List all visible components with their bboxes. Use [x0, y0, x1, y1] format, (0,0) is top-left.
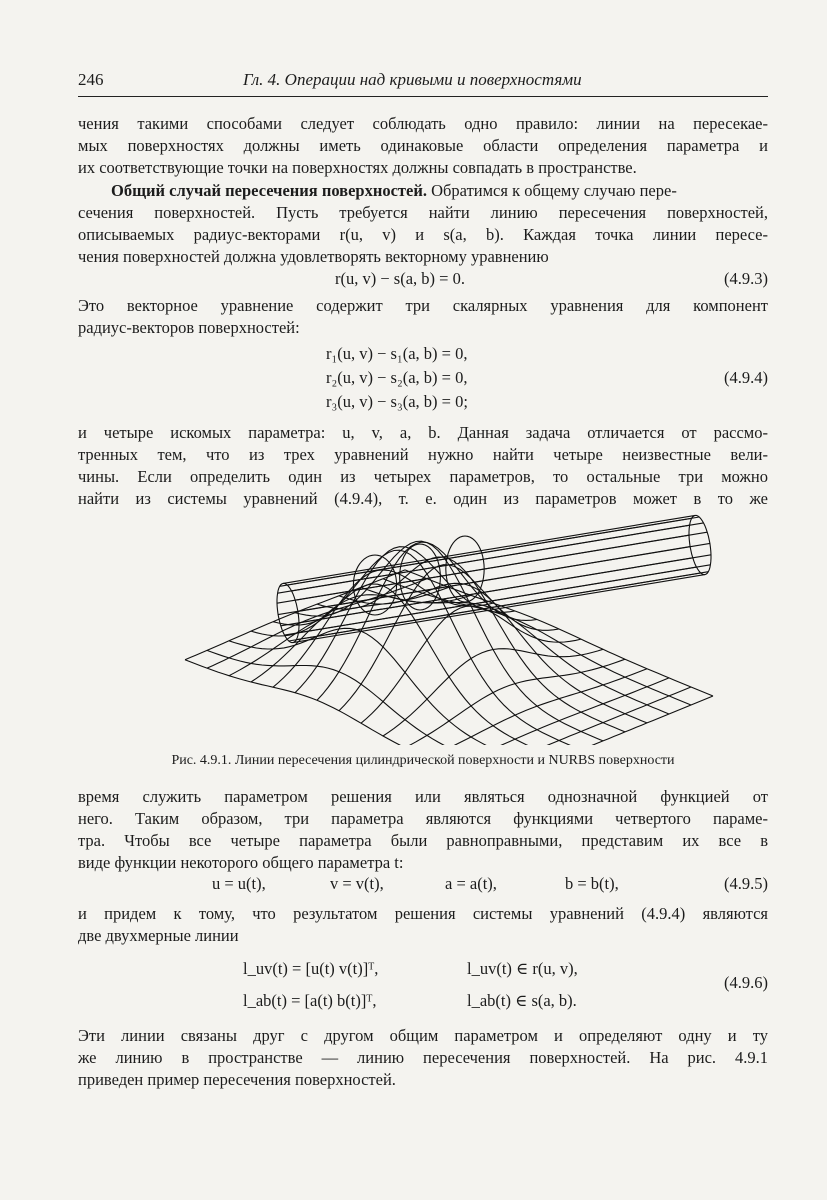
header-rule: [78, 96, 768, 97]
text-line: сечения поверхностей. Пусть требуется найти линию пересечения поверхностей,: [78, 203, 768, 222]
text-line: Эти линии связаны друг с другом общим параметром и определяют одну и ту: [78, 1026, 768, 1045]
text-line: тренных тем, что из трех уравнений нужно найти четыре неизвестные вели-: [78, 445, 768, 464]
text-line: чины. Если определить один из четырех параметров, то остальные три можно: [78, 467, 768, 486]
text-line: приведен пример пересечения поверхностей.: [78, 1070, 396, 1089]
text-line: радиус-векторов поверхностей:: [78, 318, 300, 337]
text-line: мых поверхностях должны иметь одинаковые области определения параметра и: [78, 136, 768, 155]
text-line: чения такими способами следует соблюдать одно правило: линии на пересекае-: [78, 114, 768, 133]
text-line: же линию в пространстве — линию пересечения поверхностей. На рис. 4.9.1: [78, 1048, 768, 1067]
equation-4-9-6-right-1: l_uv(t) ∈ r(u, v),: [467, 959, 578, 978]
text-line: время служить параметром решения или являться однозначной функцией от: [78, 787, 768, 806]
text-line: две двухмерные линии: [78, 926, 239, 945]
text-line: описываемых радиус-векторами r(u, v) и s(a, b). Каждая точка линии пересе-: [78, 225, 768, 244]
mesh-line: [449, 678, 669, 745]
equation-4-9-5-term: v = v(t),: [330, 874, 384, 893]
equation-number: (4.9.3): [724, 269, 768, 288]
equation-4-9-4-line-3: r₃(u, v) − s₃(a, b) = 0;: [326, 392, 468, 411]
equation-4-9-4-line-2: r₂(u, v) − s₂(a, b) = 0,: [326, 368, 468, 387]
nurbs-surface-mesh: [185, 541, 713, 745]
mesh-line: [273, 570, 493, 687]
equation-4-9-6-left-2: l_ab(t) = [a(t) b(t)]ᵀ,: [243, 991, 377, 1010]
text-line: найти из системы уравнений (4.9.4), т. е. один из параметров может в то же: [78, 489, 768, 508]
mesh-line: [229, 587, 449, 676]
equation-4-9-4-line-1: r₁(u, v) − s₁(a, b) = 0,: [326, 344, 468, 363]
section-run-in-heading: Общий случай пересечения поверхностей.: [111, 181, 427, 200]
figure-surface-intersection: [180, 505, 760, 745]
text-line: виде функции некоторого общего параметра t:: [78, 853, 404, 872]
text-line: и придем к тому, что результатом решения системы уравнений (4.9.4) являются: [78, 904, 768, 923]
equation-4-9-6-right-2: l_ab(t) ∈ s(a, b).: [467, 991, 577, 1010]
equation-4-9-5-term: u = u(t),: [212, 874, 266, 893]
running-head: Гл. 4. Операции над кривыми и поверхностями: [243, 70, 582, 89]
cylinder-ruling: [281, 558, 693, 626]
equation-number: (4.9.5): [724, 874, 768, 893]
equation-4-9-3: r(u, v) − s(a, b) = 0.: [335, 269, 465, 288]
figure-caption: Рис. 4.9.1. Линии пересечения цилиндрической поверхности и NURBS поверхности: [171, 753, 675, 768]
equation-number: (4.9.4): [724, 368, 768, 387]
mesh-line: [383, 579, 691, 705]
mesh-line: [339, 583, 647, 723]
mesh-line: [207, 650, 515, 745]
equation-4-9-5-term: a = a(t),: [445, 874, 497, 893]
paragraph-lead-line: [111, 180, 768, 202]
mesh-line: [405, 570, 713, 696]
cylinder-ruling: [285, 567, 697, 635]
text-line: тра. Чтобы все четыре параметра были равноправными, представим их все в: [78, 831, 768, 850]
mesh-line: [427, 669, 647, 745]
page-number: 246: [78, 70, 104, 89]
cylinder-ruling: [280, 518, 692, 586]
equation-4-9-5-term: b = b(t),: [565, 874, 619, 893]
text-line: их соответствующие точки на поверхностях должны совпадать в пространстве.: [78, 158, 637, 177]
text-line: Это векторное уравнение содержит три скалярных уравнения для компонент: [78, 296, 768, 315]
text-line: чения поверхностей должна удовлетворять векторному уравнению: [78, 247, 549, 266]
mesh-line: [405, 659, 625, 745]
mesh-line: [471, 687, 691, 745]
cylinder-ruling: [283, 515, 695, 583]
text-line: и четыре искомых параметра: u, v, a, b. Данная задача отличается от рассмо-: [78, 423, 768, 442]
equation-number: (4.9.6): [724, 973, 768, 992]
text-line: него. Таким образом, три параметра являются функциями четвертого параме-: [78, 809, 768, 828]
text-run: Обратимся к общему случаю пере-: [426, 181, 677, 200]
equation-4-9-6-left-1: l_uv(t) = [u(t) v(t)]ᵀ,: [243, 959, 379, 978]
